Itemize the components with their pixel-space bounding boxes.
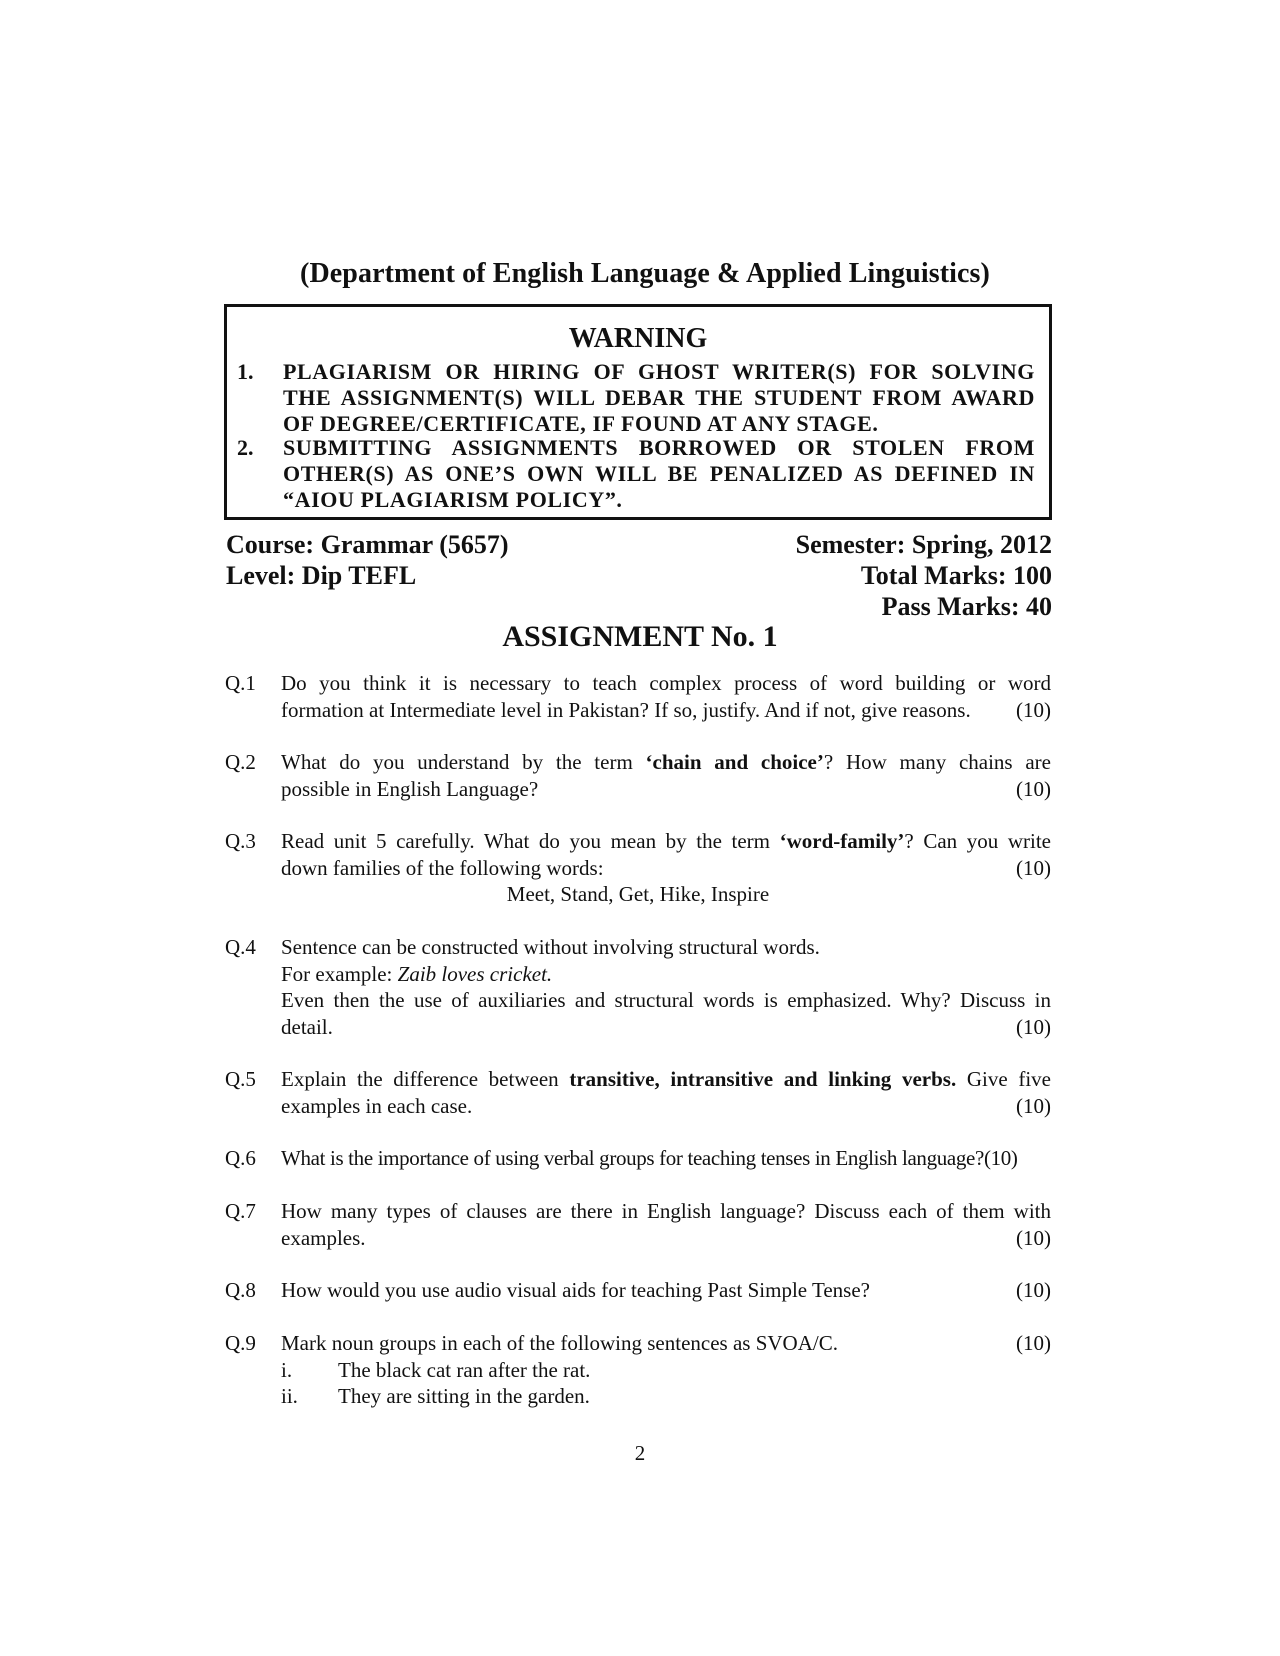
item-numeral: ii.	[281, 1384, 298, 1408]
example-sentence: Zaib loves cricket.	[397, 961, 553, 986]
question-marks: (10)	[1016, 1014, 1051, 1039]
page-number: 2	[634, 1441, 646, 1465]
question-7	[225, 1198, 1051, 1251]
question-9	[225, 1330, 1051, 1410]
warning-item-text: SUBMITTING ASSIGNMENTS BORROWED OR STOLEN FROM OTHER(S) AS ONE’S OWN WILL BE PENALIZED AS DEFINED IN “AIOU PLAGIARISM POLICY”.	[283, 435, 1035, 512]
department-heading: (Department of English Language & Applied Linguistics)	[300, 258, 990, 289]
question-text-line: down families of the following words:	[281, 855, 604, 880]
question-text-line: What is the importance of using verbal groups for teaching tenses in English language?(10)	[281, 1146, 1018, 1170]
question-marks: (10)	[1016, 1278, 1051, 1302]
warning-title: WARNING	[568, 323, 708, 354]
example-line: For example: Zaib loves cricket.	[281, 961, 553, 986]
course-level: Level: Dip TEFL	[226, 561, 417, 590]
assignment-title: ASSIGNMENT No. 1	[502, 620, 778, 653]
sentence-item	[281, 1357, 1051, 1384]
question-term: ‘chain and choice’	[645, 750, 824, 774]
question-text-line: possible in English Language?	[281, 776, 539, 801]
pass-marks: Pass Marks: 40	[881, 592, 1052, 621]
question-3	[225, 828, 1051, 908]
question-text-line: Explain the difference between transitive, intransitive and linking verbs. Give five	[281, 1067, 1052, 1091]
question-number: Q.4	[225, 935, 256, 959]
question-text-line: formation at Intermediate level in Pakistan? If so, justify. And if not, give reasons.	[281, 697, 971, 722]
warning-item-text: PLAGIARISM OR HIRING OF GHOST WRITER(S) FOR SOLVING THE ASSIGNMENT(S) WILL DEBAR THE STUDENT FROM AWARD OF DEGREE/CERTIFICATE, IF FOUND AT ANY STAGE.	[283, 359, 1035, 436]
question-number: Q.7	[225, 1199, 256, 1223]
question-2	[225, 749, 1051, 802]
question-1	[225, 670, 1051, 723]
course-name: Course: Grammar (5657)	[226, 530, 509, 559]
question-text-line: examples.	[281, 1225, 366, 1250]
question-text-line: Do you think it is necessary to teach complex process of word building or word	[281, 671, 1051, 695]
warning-box	[224, 304, 1052, 520]
question-term: ‘word-family’	[779, 829, 905, 853]
question-number: Q.3	[225, 829, 256, 853]
question-marks: (10)	[1016, 697, 1051, 722]
question-text-line: Read unit 5 carefully. What do you mean by the term ‘word-family’? Can you write	[281, 829, 1051, 853]
question-marks: (10)	[1016, 1225, 1051, 1250]
question-4	[225, 934, 1051, 1040]
item-text: The black cat ran after the rat.	[338, 1357, 591, 1382]
warning-item-1	[237, 359, 1037, 437]
question-number: Q.9	[225, 1331, 256, 1355]
question-number: Q.2	[225, 750, 256, 774]
question-text-line: Sentence can be constructed without involving structural words.	[281, 935, 820, 959]
item-text: They are sitting in the garden.	[338, 1384, 590, 1408]
question-5	[225, 1066, 1051, 1119]
warning-item-2	[237, 435, 1037, 513]
question-number: Q.5	[225, 1067, 256, 1091]
question-text-line: Even then the use of auxiliaries and structural words is emphasized. Why? Discuss in	[281, 988, 1051, 1012]
word-list: Meet, Stand, Get, Hike, Inspire	[506, 882, 770, 906]
warning-item-number: 2.	[237, 435, 254, 460]
course-info-left	[226, 529, 509, 591]
question-number: Q.1	[225, 671, 256, 695]
question-6	[225, 1145, 1073, 1172]
sentence-item	[281, 1383, 1051, 1410]
question-marks: (10)	[1016, 776, 1051, 801]
total-marks: Total Marks: 100	[860, 561, 1052, 590]
item-numeral: i.	[281, 1357, 293, 1382]
question-8	[225, 1277, 1051, 1304]
question-text-line: What do you understand by the term ‘chain and choice’? How many chains are	[281, 750, 1051, 774]
question-marks: (10)	[1016, 1093, 1051, 1118]
question-text-line: examples in each case.	[281, 1093, 473, 1118]
question-number: Q.6	[225, 1146, 256, 1170]
semester: Semester: Spring, 2012	[795, 530, 1052, 559]
question-text-line: detail.	[281, 1014, 333, 1039]
question-text-line: How would you use audio visual aids for teaching Past Simple Tense?	[281, 1278, 870, 1302]
question-term: transitive, intransitive and linking verbs.	[569, 1067, 957, 1091]
question-number: Q.8	[225, 1278, 256, 1302]
course-info-right	[796, 529, 1052, 622]
warning-item-number: 1.	[237, 359, 254, 384]
question-text-line: How many types of clauses are there in English language? Discuss each of them with	[281, 1199, 1051, 1223]
question-marks: (10)	[1016, 1331, 1051, 1355]
question-marks: (10)	[1016, 855, 1051, 880]
question-text-line: Mark noun groups in each of the following sentences as SVOA/C.	[281, 1331, 838, 1355]
